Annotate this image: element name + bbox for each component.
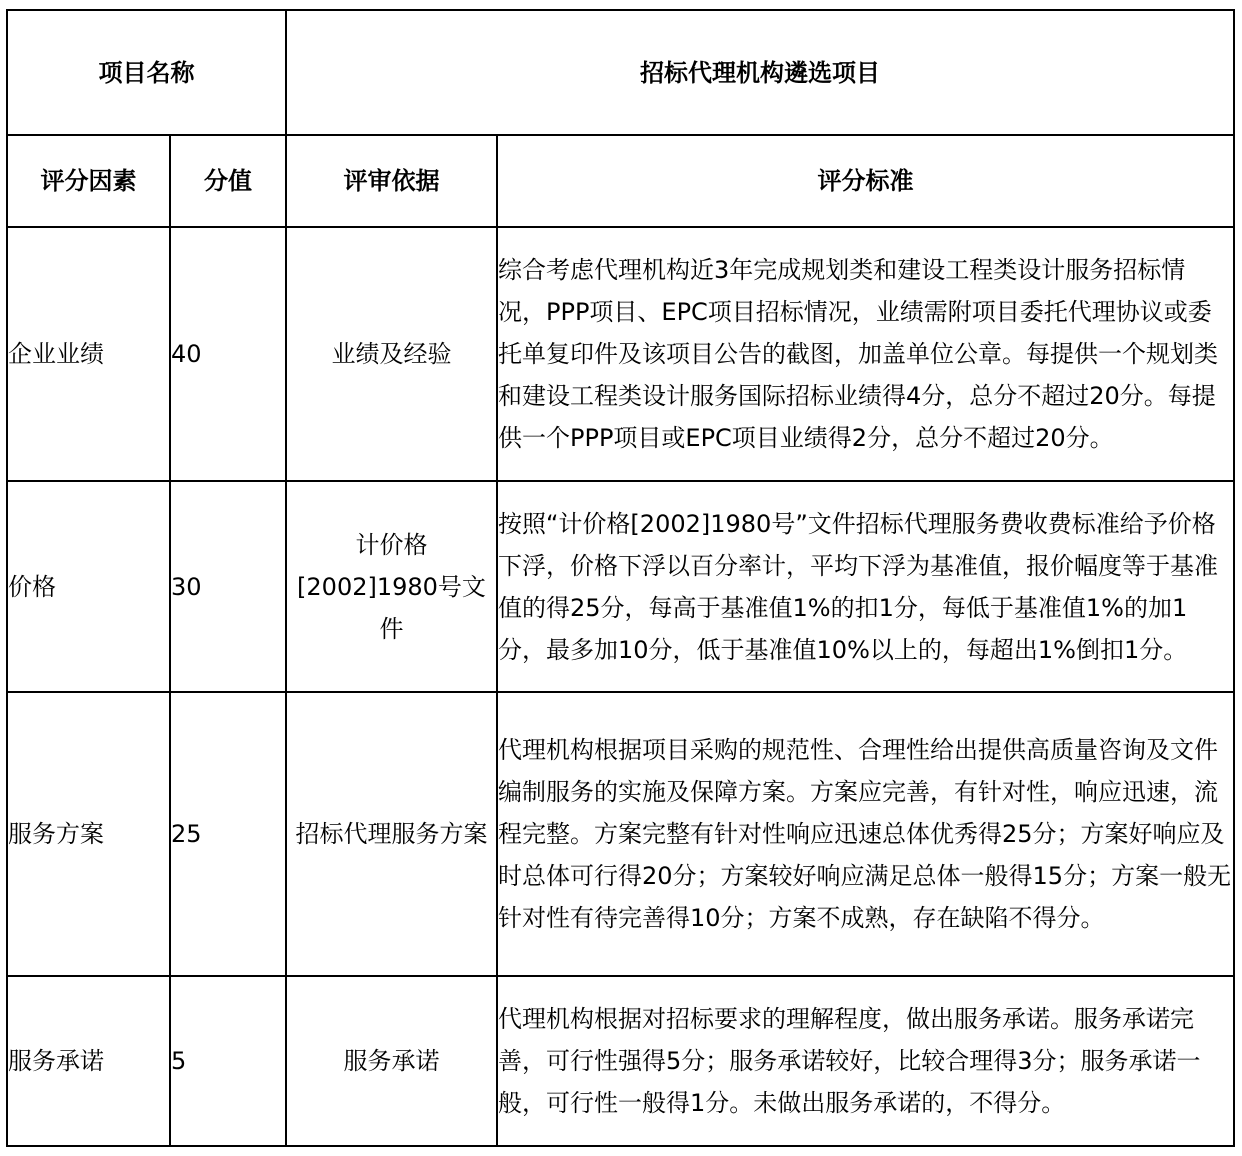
column-header-factor: 评分因素 xyxy=(7,135,170,227)
row-factor: 服务承诺 xyxy=(7,976,170,1146)
table-row xyxy=(7,481,1234,692)
project-name-value: 招标代理机构遴选项目 xyxy=(286,10,1234,135)
row-score: 30 xyxy=(170,481,286,692)
column-header-basis: 评审依据 xyxy=(286,135,497,227)
column-header-criteria: 评分标准 xyxy=(497,135,1234,227)
row-criteria: 代理机构根据对招标要求的理解程度，做出服务承诺。服务承诺完善，可行性强得5分；服务承诺较好，比较合理得3分；服务承诺一般，可行性一般得1分。未做出服务承诺的，不得分。 xyxy=(497,976,1234,1146)
scoring-table xyxy=(6,9,1235,1147)
row-basis: 招标代理服务方案 xyxy=(286,692,497,976)
row-factor: 服务方案 xyxy=(7,692,170,976)
row-factor: 企业业绩 xyxy=(7,227,170,481)
row-factor: 价格 xyxy=(7,481,170,692)
row-basis: 业绩及经验 xyxy=(286,227,497,481)
row-basis: 服务承诺 xyxy=(286,976,497,1146)
row-score: 40 xyxy=(170,227,286,481)
table-row xyxy=(7,227,1234,481)
row-basis: 计价格[2002]1980号文件 xyxy=(286,481,497,692)
row-criteria: 综合考虑代理机构近3年完成规划类和建设工程类设计服务招标情况，PPP项目、EPC项目招标情况，业绩需附项目委托代理协议或委托单复印件及该项目公告的截图，加盖单位公章。每提供一个规划类和建设工程类设计服务国际招标业绩得4分，总分不超过20分。每提供一个PPP项目或EPC项目业绩得2分，总分不超过20分。 xyxy=(497,227,1234,481)
project-name-label: 项目名称 xyxy=(7,10,286,135)
column-header-score: 分值 xyxy=(170,135,286,227)
row-score: 25 xyxy=(170,692,286,976)
row-criteria: 代理机构根据项目采购的规范性、合理性给出提供高质量咨询及文件编制服务的实施及保障方案。方案应完善，有针对性，响应迅速，流程完整。方案完整有针对性响应迅速总体优秀得25分；方案好响应及时总体可行得20分；方案较好响应满足总体一般得15分；方案一般无针对性有待完善得10分；方案不成熟，存在缺陷不得分。 xyxy=(497,692,1234,976)
row-criteria: 按照“计价格[2002]1980号”文件招标代理服务费收费标准给予价格下浮，价格下浮以百分率计，平均下浮为基准值，报价幅度等于基准值的得25分，每高于基准值1%的扣1分，每低于基准值1%的加1分，最多加10分，低于基准值10%以上的，每超出1%倒扣1分。 xyxy=(497,481,1234,692)
row-score: 5 xyxy=(170,976,286,1146)
table-row xyxy=(7,976,1234,1146)
project-row xyxy=(7,10,1234,135)
column-header-row xyxy=(7,135,1234,227)
table-row xyxy=(7,692,1234,976)
